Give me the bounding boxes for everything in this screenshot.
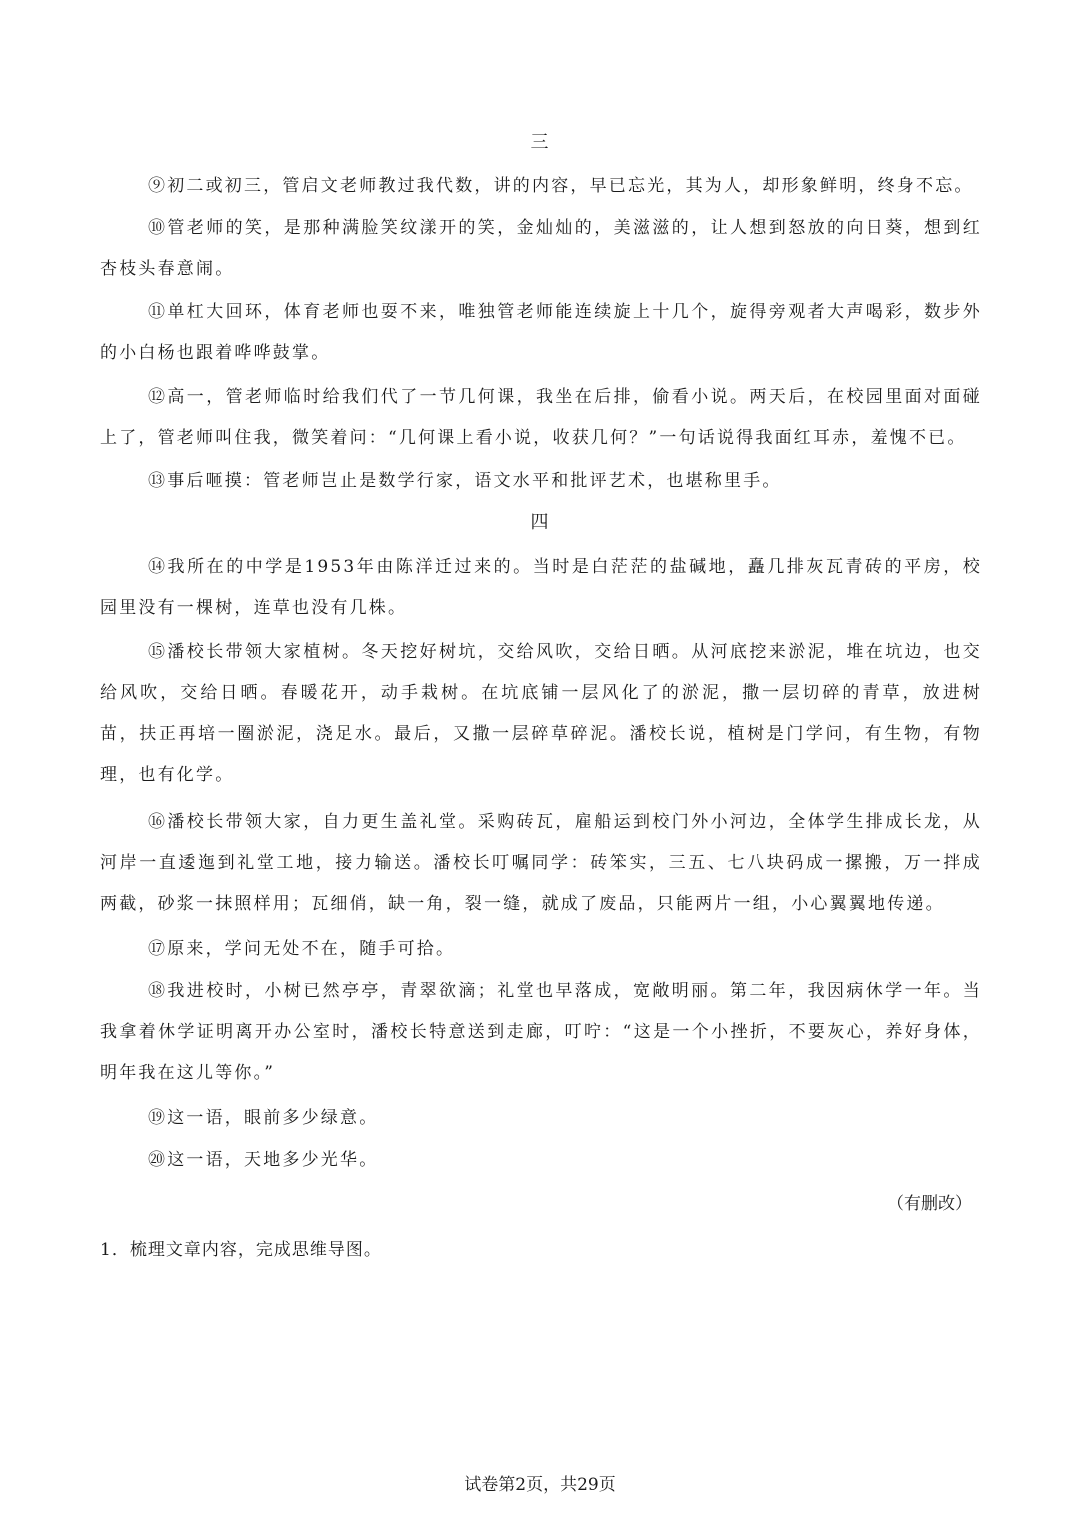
paragraph-14: ⑭我所在的中学是1953年由陈洋迁过来的。当时是白茫茫的盐碱地，矗几排灰瓦青砖的平房，校园里没有一棵树，连草也没有几株。 — [100, 557, 982, 618]
paragraph-16: ⑯潘校长带领大家，自力更生盖礼堂。采购砖瓦，雇船运到校门外小河边，全体学生排成长龙，从河岸一直逶迤到礼堂工地，接力输送。潘校长叮嘱同学：砖笨实，三五、七八块码成一摞搬，万一拌成两截，砂浆一抹照样用；瓦细俏，缺一角，裂一缝，就成了废品，只能两片一组，小心翼翼地传递。 — [100, 812, 982, 914]
section-heading-four: 四 — [530, 512, 550, 533]
paragraph-17: ⑰原来，学问无处不在，随手可拾。 — [148, 939, 456, 959]
paragraph-15: ⑮潘校长带领大家植树。冬天挖好树坑，交给风吹，交给日晒。从河底挖来淤泥，堆在坑边，也交给风吹，交给日晒。春暖花开，动手栽树。在坑底铺一层风化了的淤泥，撒一层切碎的青草，放进树苗，扶正再培一圈淤泥，浇足水。最后，又撒一层碎草碎泥。潘校长说，植树是门学问，有生物，有物理，也有化学。 — [100, 642, 982, 785]
question-1: 1．梳理文章内容，完成思维导图。 — [100, 1240, 382, 1260]
section-heading-three: 三 — [530, 132, 550, 153]
paragraph-12: ⑫高一，管老师临时给我们代了一节几何课，我坐在后排，偷看小说。两天后，在校园里面对面碰上了，管老师叫住我，微笑着问：“几何课上看小说，收获几何？”一句话说得我面红耳赤，羞愧不已。 — [100, 387, 982, 448]
paragraph-10: ⑩管老师的笑，是那种满脸笑纹漾开的笑，金灿灿的，美滋滋的，让人想到怒放的向日葵，想到红杏枝头春意闹。 — [100, 218, 982, 279]
paragraph-18: ⑱我进校时，小树已然亭亭，青翠欲滴；礼堂也早落成，宽敞明丽。第二年，我因病休学一年。当我拿着休学证明离开办公室时，潘校长特意送到走廊，叮咛：“这是一个小挫折，不要灰心，养好身体，明年我在这儿等你。” — [100, 981, 982, 1083]
paragraph-19: ⑲这一语，眼前多少绿意。 — [148, 1108, 379, 1128]
source-note: （有删改） — [887, 1194, 972, 1214]
paragraph-9: ⑨初二或初三，管启文老师教过我代数，讲的内容，早已忘光，其为人，却形象鲜明，终身不忘。 — [148, 176, 974, 196]
paragraph-20: ⑳这一语，天地多少光华。 — [148, 1150, 379, 1170]
paragraph-11: ⑪单杠大回环，体育老师也耍不来，唯独管老师能连续旋上十几个，旋得旁观者大声喝彩，数步外的小白杨也跟着哗哗鼓掌。 — [100, 302, 982, 363]
page-footer: 试卷第2页，共29页 — [464, 1475, 616, 1495]
paragraph-13: ⑬事后咂摸：管老师岂止是数学行家，语文水平和批评艺术，也堪称里手。 — [148, 471, 782, 491]
